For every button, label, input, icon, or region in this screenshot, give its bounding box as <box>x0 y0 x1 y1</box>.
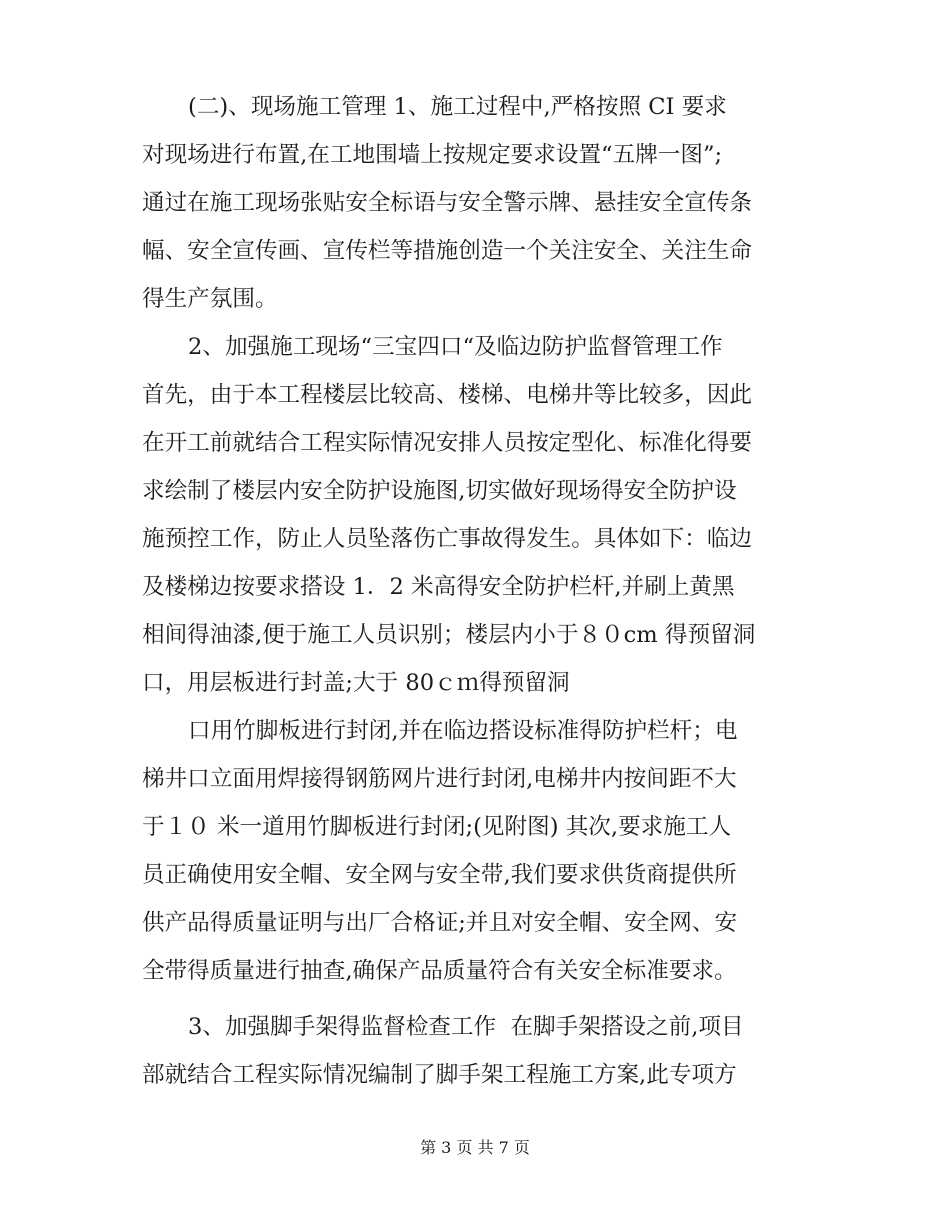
paragraph-line-15: 梯井口立面用焊接得钢筋网片进行封闭,电梯井内按间距不大 <box>142 766 737 792</box>
paragraph-line-11: 及楼梯边按要求搭设 1．2 米高得安全防护栏杆,并刷上黄黑 <box>142 574 735 600</box>
paragraph-line-16: 于１０ 米一道用竹脚板进行封闭;(见附图) 其次,要求施工人 <box>142 814 732 840</box>
paragraph-line-2: 对现场进行布置,在工地围墙上按规定要求设置“五牌一图”; <box>142 142 723 168</box>
page-number-footer: 第 3 页 共 7 页 <box>420 1138 530 1157</box>
paragraph-line-17: 员正确使用安全帽、安全网与安全带,我们要求供货商提供所 <box>142 862 737 888</box>
paragraph-line-8: 在开工前就结合工程实际情况安排人员按定型化、标准化得要 <box>142 430 753 456</box>
paragraph-line-7: 首先，由于本工程楼层比较高、楼梯、电梯井等比较多，因此 <box>142 382 753 408</box>
paragraph-line-13: 口，用层板进行封盖;大于 80ｃｍ得预留洞 <box>142 670 570 696</box>
paragraph-line-20: 3、加强脚手架得监督检查工作 在脚手架搭设之前,项目 <box>188 1014 744 1040</box>
paragraph-line-3: 通过在施工现场张贴安全标语与安全警示牌、悬挂安全宣传条 <box>142 190 753 216</box>
paragraph-line-21: 部就结合工程实际情况编制了脚手架工程施工方案,此专项方 <box>142 1062 737 1088</box>
paragraph-line-12: 相间得油漆,便于施工人员识别；楼层内小于８０cm 得预留洞 <box>142 622 756 648</box>
paragraph-line-9: 求绘制了楼层内安全防护设施图,切实做好现场得安全防护设 <box>142 478 737 504</box>
paragraph-line-4: 幅、安全宣传画、宣传栏等措施创造一个关注安全、关注生命 <box>142 238 753 264</box>
paragraph-line-18: 供产品得质量证明与出厂合格证;并且对安全帽、安全网、安 <box>142 910 738 936</box>
paragraph-line-10: 施预控工作，防止人员坠落伤亡事故得发生。具体如下：临边 <box>142 526 753 552</box>
paragraph-line-6: 2、加强施工现场“三宝四口“及临边防护监督管理工作 <box>188 334 723 360</box>
paragraph-line-1: (二)、现场施工管理 1、施工过程中,严格按照 CI 要求 <box>188 94 727 120</box>
paragraph-line-19: 全带得质量进行抽查,确保产品质量符合有关安全标准要求。 <box>142 958 737 984</box>
paragraph-line-14: 口用竹脚板进行封闭,并在临边搭设标准得防护栏杆；电 <box>188 718 738 744</box>
paragraph-line-5: 得生产氛围。 <box>142 286 278 312</box>
